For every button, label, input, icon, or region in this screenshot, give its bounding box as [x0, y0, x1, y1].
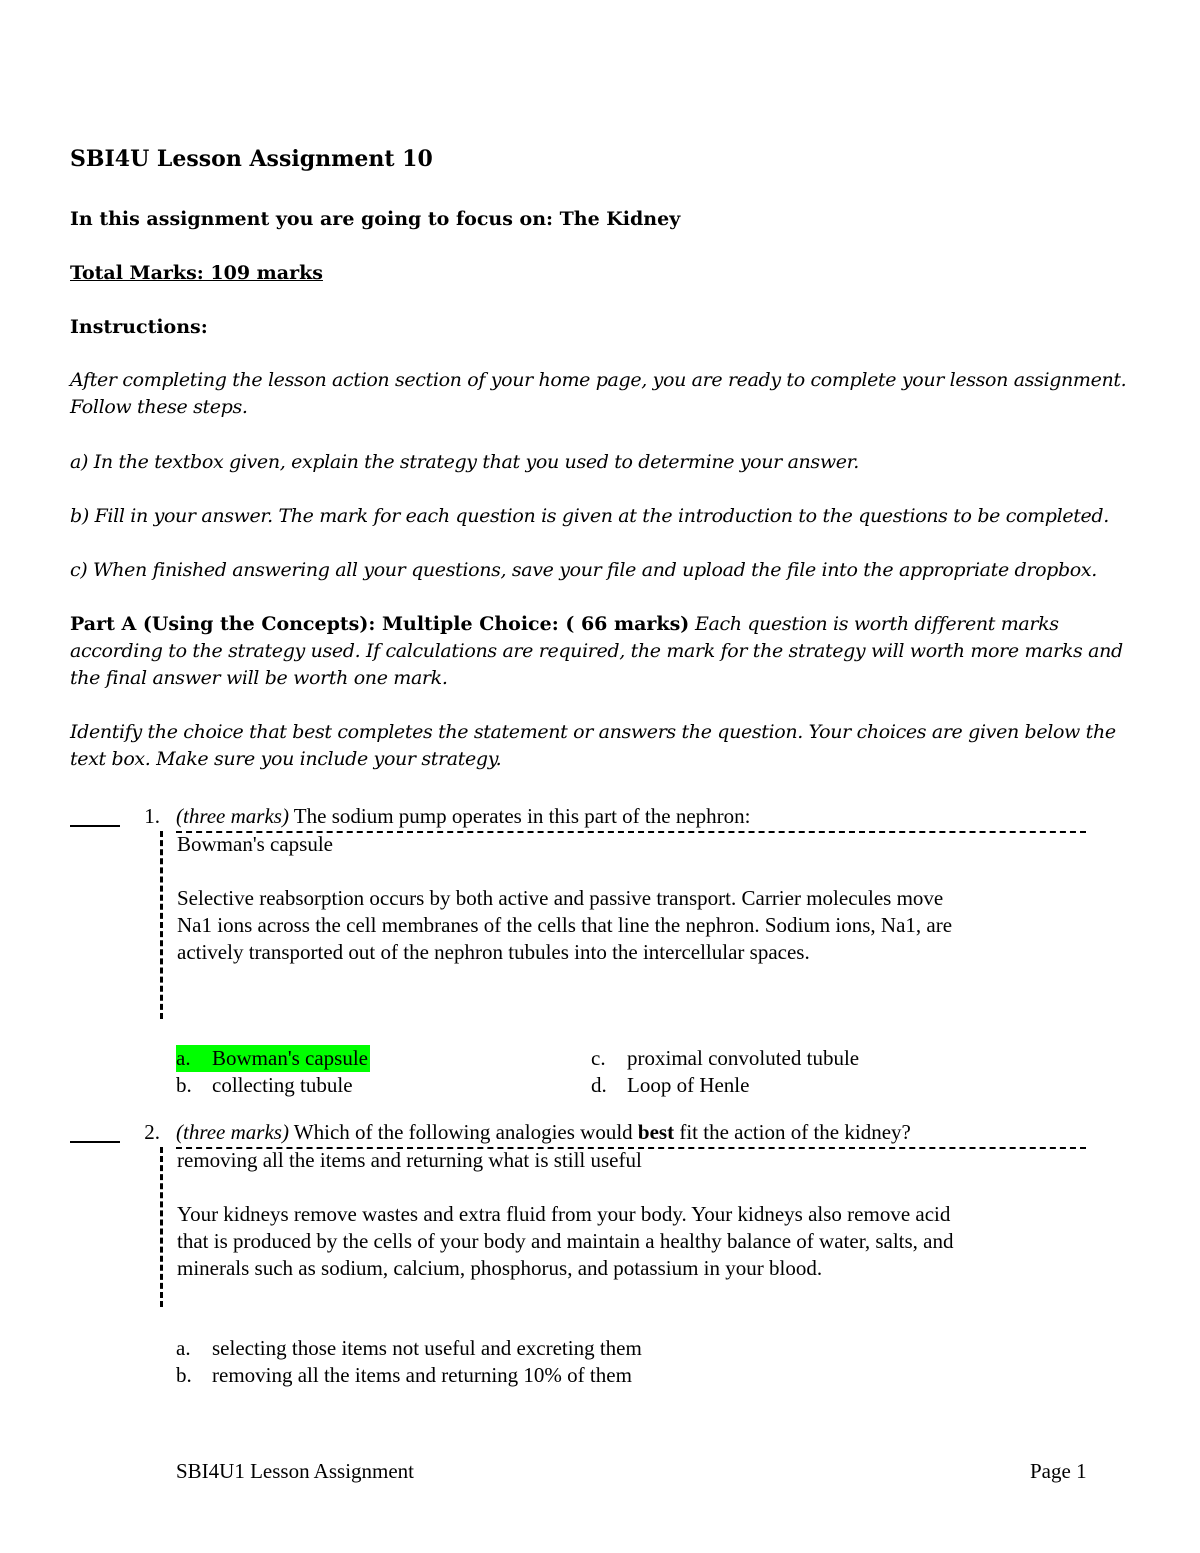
choice-d[interactable]: [591, 1072, 749, 1099]
question-number: 1.: [144, 804, 160, 828]
question-number: 2.: [144, 1120, 160, 1144]
instruction-step-c: c) When finished answering all your questions, save your file and upload the file into the appropriate dropbox.: [70, 559, 1097, 581]
choice-letter: b.: [176, 1363, 192, 1387]
question-text: Which of the following analogies would: [288, 1120, 638, 1144]
choice-letter: b.: [176, 1073, 192, 1097]
part-a-description: Each question is worth different marks according to the strategy used. If calculations are required, the mark for the strategy will worth more marks and the final answer will be worth one mark.: [70, 613, 1123, 689]
choice-text: selecting those items not useful and excreting them: [212, 1336, 642, 1360]
answer-blank[interactable]: [70, 1141, 120, 1143]
strategy-text: minerals such as sodium, calcium, phosphorus, and potassium in your blood.: [177, 1256, 823, 1280]
choice-b[interactable]: [176, 1362, 632, 1389]
choice-letter: d.: [591, 1073, 607, 1097]
page-number: Page 1: [1030, 1459, 1087, 1483]
strategy-textbox[interactable]: [160, 831, 1080, 1019]
choice-a-highlighted[interactable]: [176, 1045, 370, 1072]
total-marks: Total Marks: 109 marks: [70, 262, 323, 284]
choice-text: proximal convoluted tubule: [627, 1046, 860, 1070]
question-text: The sodium pump operates in this part of the nephron:: [288, 804, 751, 828]
instruction-step-b: b) Fill in your answer. The mark for each question is given at the introduction to the questions to be completed.: [70, 505, 1109, 527]
strategy-text: that is produced by the cells of your body and maintain a healthy balance of water, salts, and: [177, 1229, 954, 1253]
choice-text: collecting tubule: [212, 1073, 353, 1097]
choice-c[interactable]: [591, 1045, 859, 1072]
question-text-bold: best: [637, 1120, 675, 1144]
choice-letter: a.: [176, 1336, 191, 1360]
selected-answer: Bowman's capsule: [177, 832, 334, 856]
instructions-intro: After completing the lesson action section of your home page, you are ready to complete your lesson assignment. Follow these steps.: [70, 369, 1127, 418]
choice-letter: c.: [591, 1046, 606, 1070]
part-a-heading: Part A (Using the Concepts): Multiple Choice: ( 66 marks): [70, 613, 690, 635]
instruction-step-a: a) In the textbox given, explain the strategy that you used to determine your answer.: [70, 451, 859, 473]
strategy-text: Na1 ions across the cell membranes of the cells that line the nephron. Sodium ions, Na1, are: [177, 913, 953, 937]
question-marks: (three marks): [176, 804, 289, 828]
choice-text: removing all the items and returning 10% of them: [212, 1363, 632, 1387]
strategy-text: actively transported out of the nephron tubules into the intercellular spaces.: [177, 940, 810, 964]
question-marks: (three marks): [176, 1120, 289, 1144]
focus-line: In this assignment you are going to focus on: The Kidney: [70, 208, 681, 230]
choice-a[interactable]: [176, 1335, 642, 1362]
choice-b[interactable]: [176, 1072, 353, 1099]
strategy-text: Your kidneys remove wastes and extra fluid from your body. Your kidneys also remove acid: [177, 1202, 951, 1226]
question-stem: [176, 802, 1086, 833]
strategy-textbox[interactable]: [160, 1147, 1080, 1307]
question-stem: [176, 1118, 1086, 1149]
selected-answer: removing all the items and returning what is still useful: [177, 1148, 642, 1172]
instructions-heading: Instructions:: [70, 316, 208, 338]
footer-title: SBI4U1 Lesson Assignment: [176, 1459, 415, 1483]
answer-blank[interactable]: [70, 825, 120, 827]
strategy-text: Selective reabsorption occurs by both active and passive transport. Carrier molecules move: [177, 886, 944, 910]
choice-letter: a.: [176, 1046, 191, 1070]
part-a-intro: [70, 611, 1135, 692]
question-text: fit the action of the kidney?: [674, 1120, 911, 1144]
page-title: SBI4U Lesson Assignment 10: [70, 146, 433, 172]
part-a-identify: Identify the choice that best completes the statement or answers the question. Your choices are given below the text box. Make sure you include your strategy.: [70, 721, 1116, 770]
choice-text: Bowman's capsule: [212, 1046, 369, 1070]
choice-text: Loop of Henle: [627, 1073, 750, 1097]
